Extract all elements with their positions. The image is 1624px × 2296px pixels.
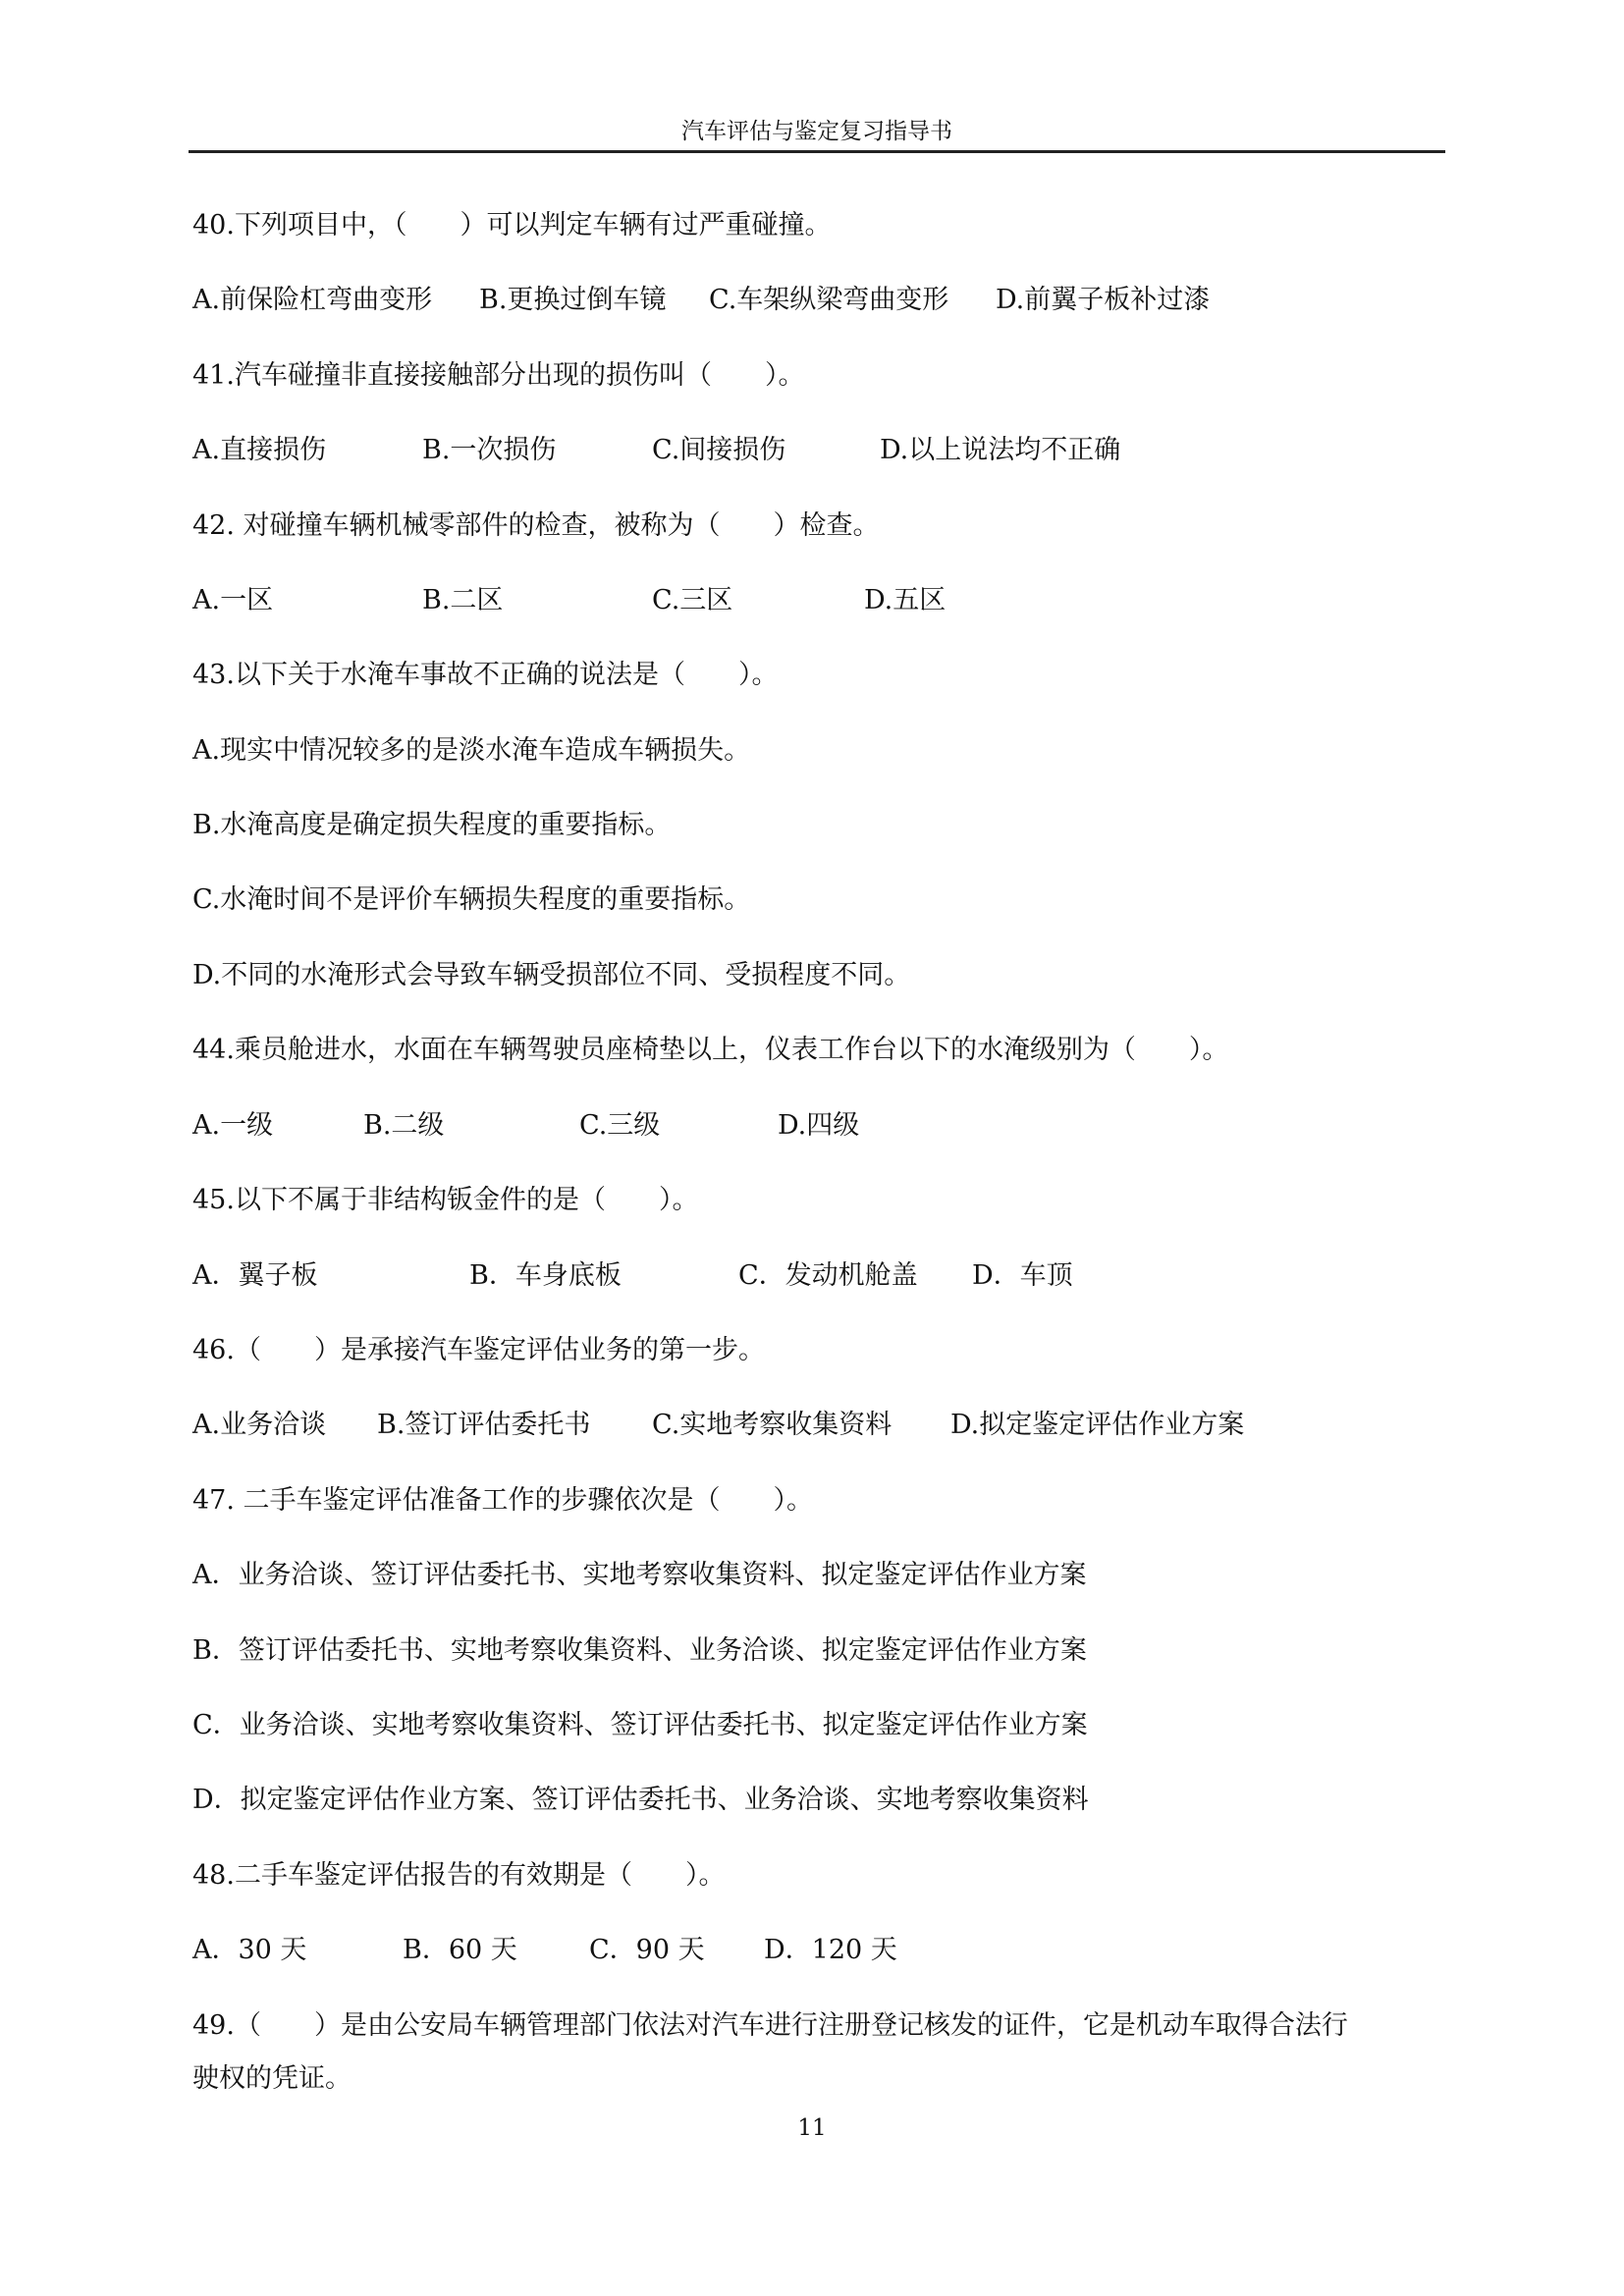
question-47-option-a: A．业务洽谈、签订评估委托书、实地考察收集资料、拟定鉴定评估作业方案 xyxy=(192,1560,1087,1590)
question-47-option-c: C．业务洽谈、实地考察收集资料、签订评估委托书、拟定鉴定评估作业方案 xyxy=(192,1710,1088,1740)
question-41-option-b: B.一次损伤 xyxy=(422,435,557,465)
question-43-stem: 43.以下关于水淹车事故不正确的说法是（ ）。 xyxy=(192,660,779,690)
question-43-option-b: B.水淹高度是确定损失程度的重要指标。 xyxy=(192,810,672,840)
question-46-option-b: B.签订评估委托书 xyxy=(377,1410,591,1440)
question-44-option-d: D.四级 xyxy=(778,1110,860,1141)
question-48-option-b: B．60 天 xyxy=(403,1935,517,1965)
question-47-option-b: B．签订评估委托书、实地考察收集资料、业务洽谈、拟定鉴定评估作业方案 xyxy=(192,1635,1087,1666)
question-40-option-a: A.前保险杠弯曲变形 xyxy=(192,285,433,315)
page-number: 11 xyxy=(797,2115,827,2141)
question-40-option-d: D.前翼子板补过漆 xyxy=(996,285,1211,315)
question-46-stem: 46.（ ）是承接汽车鉴定评估业务的第一步。 xyxy=(192,1335,765,1365)
question-48-option-d: D．120 天 xyxy=(764,1935,897,1965)
question-47-option-d: D．拟定鉴定评估作业方案、签订评估委托书、业务洽谈、实地考察收集资料 xyxy=(192,1785,1089,1815)
question-44-option-c: C.三级 xyxy=(579,1110,661,1141)
question-46-option-d: D.拟定鉴定评估作业方案 xyxy=(950,1410,1245,1440)
question-45-option-a: A．翼子板 xyxy=(192,1260,318,1291)
question-40-option-c: C.车架纵梁弯曲变形 xyxy=(709,285,949,315)
question-48-option-a: A．30 天 xyxy=(192,1935,307,1965)
question-49-stem-line2: 驶权的凭证。 xyxy=(192,2063,352,2094)
question-44-option-b: B.二级 xyxy=(363,1110,445,1141)
question-44-stem: 44.乘员舱进水，水面在车辆驾驶员座椅垫以上，仪表工作台以下的水淹级别为（ ）。 xyxy=(192,1035,1229,1065)
question-42-stem: 42. 对碰撞车辆机械零部件的检查，被称为（ ）检查。 xyxy=(192,510,880,541)
question-43-option-a: A.现实中情况较多的是淡水淹车造成车辆损失。 xyxy=(192,735,751,766)
question-49-stem-line1: 49.（ ）是由公安局车辆管理部门依法对汽车进行注册登记核发的证件，它是机动车取得合法行 xyxy=(192,2010,1348,2041)
question-42-option-b: B.二区 xyxy=(422,585,504,615)
header-rule xyxy=(189,150,1445,153)
question-45-option-c: C．发动机舱盖 xyxy=(738,1260,918,1291)
question-45-option-d: D．车顶 xyxy=(972,1260,1073,1291)
question-48-option-c: C．90 天 xyxy=(589,1935,705,1965)
question-45-option-b: B．车身底板 xyxy=(469,1260,622,1291)
question-41-stem: 41.汽车碰撞非直接接触部分出现的损伤叫（ ）。 xyxy=(192,360,805,391)
question-46-option-c: C.实地考察收集资料 xyxy=(652,1410,893,1440)
question-42-option-c: C.三区 xyxy=(652,585,733,615)
question-42-option-d: D.五区 xyxy=(864,585,947,615)
question-43-option-d: D.不同的水淹形式会导致车辆受损部位不同、受损程度不同。 xyxy=(192,960,911,990)
question-42-option-a: A.一区 xyxy=(192,585,274,615)
question-45-stem: 45.以下不属于非结构钣金件的是（ ）。 xyxy=(192,1185,699,1215)
question-40-stem: 40.下列项目中，（ ）可以判定车辆有过严重碰撞。 xyxy=(192,210,832,240)
question-44-option-a: A.一级 xyxy=(192,1110,274,1141)
question-48-stem: 48.二手车鉴定评估报告的有效期是（ ）。 xyxy=(192,1860,726,1891)
question-41-option-a: A.直接损伤 xyxy=(192,435,327,465)
question-46-option-a: A.业务洽谈 xyxy=(192,1410,327,1440)
question-47-stem: 47. 二手车鉴定评估准备工作的步骤依次是（ ）。 xyxy=(192,1485,814,1516)
question-40-option-b: B.更换过倒车镜 xyxy=(479,285,667,315)
question-43-option-c: C.水淹时间不是评价车辆损失程度的重要指标。 xyxy=(192,884,751,915)
question-41-option-d: D.以上说法均不正确 xyxy=(880,435,1121,465)
running-header: 汽车评估与鉴定复习指导书 xyxy=(681,119,952,144)
question-41-option-c: C.间接损伤 xyxy=(652,435,786,465)
